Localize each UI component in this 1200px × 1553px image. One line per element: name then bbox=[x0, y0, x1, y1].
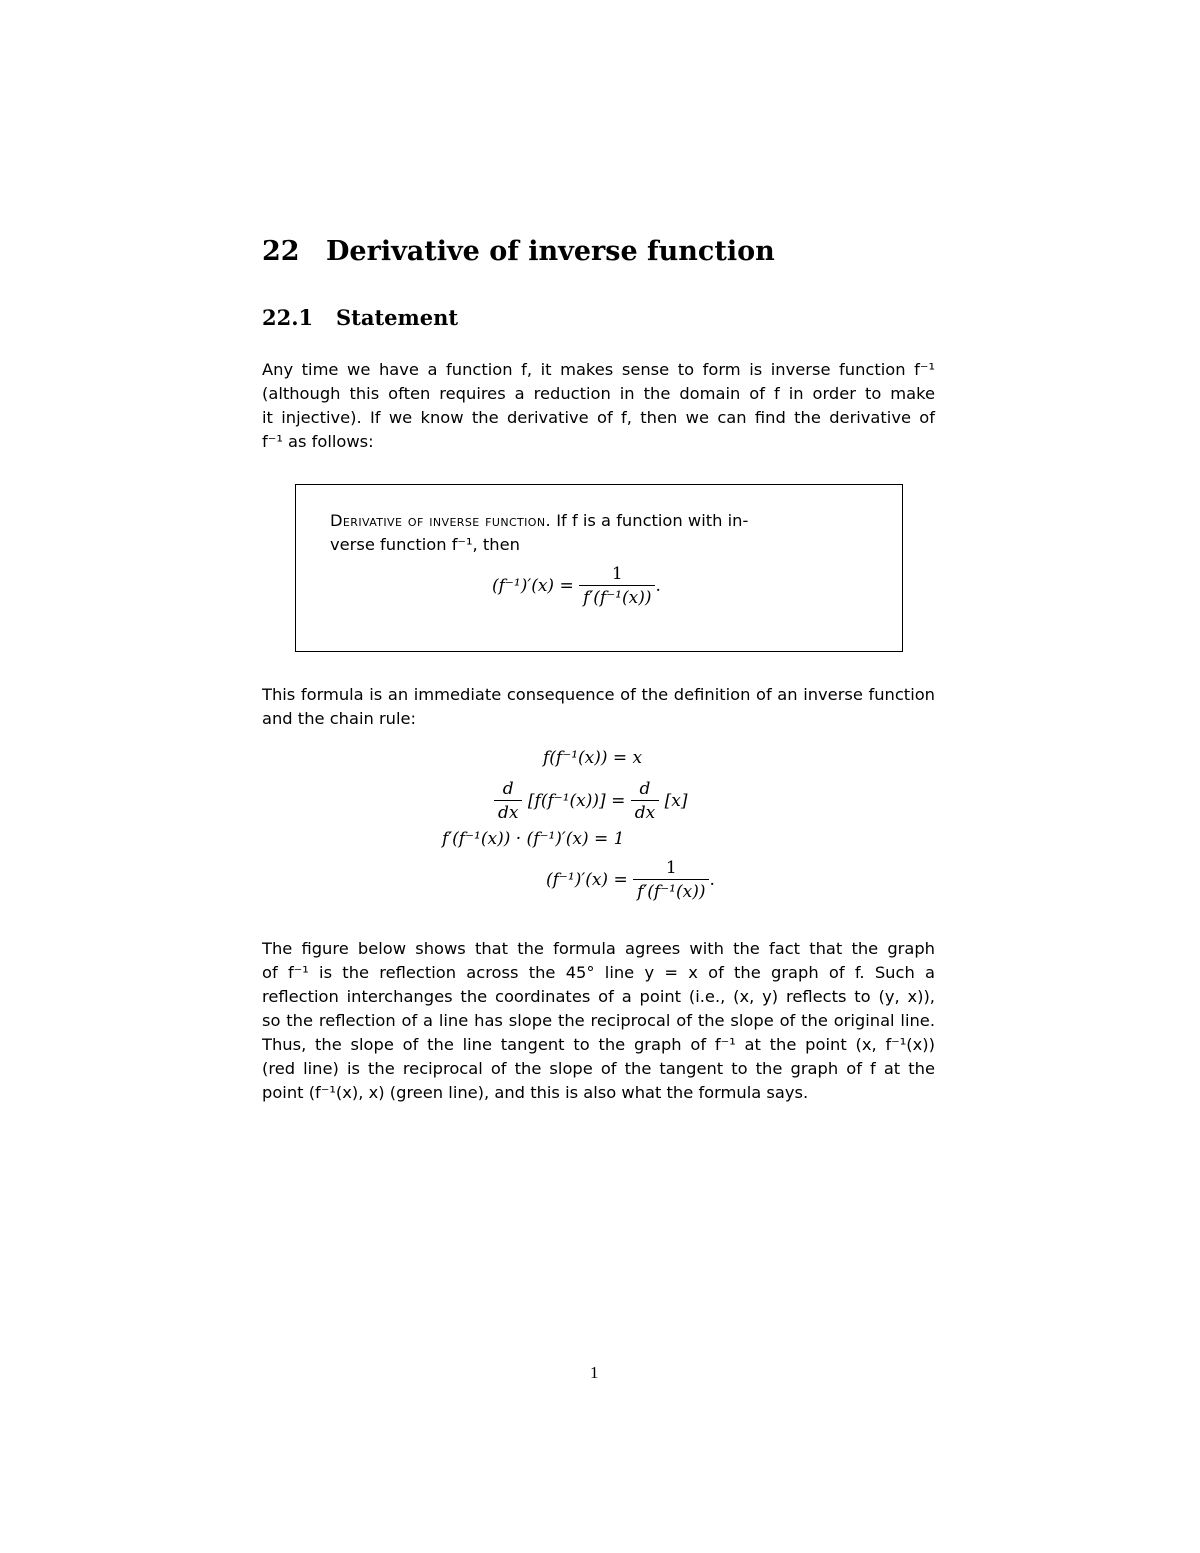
subsection-heading bbox=[262, 305, 458, 330]
row4-denominator: f′(f⁻¹(x)) bbox=[637, 882, 706, 902]
figure-line: (red line) is the reciprocal of the slope of the tangent to the graph of f at the bbox=[262, 1059, 935, 1078]
row4-period: . bbox=[709, 870, 715, 890]
figure-line: of f⁻¹ is the reflection across the 45° line y = x of the graph of f. Such a bbox=[262, 963, 935, 982]
section-title: Derivative of inverse function bbox=[326, 236, 775, 267]
figure-paragraph bbox=[262, 937, 935, 1105]
theorem-name: Derivative of inverse function. bbox=[330, 511, 552, 530]
formula-lhs: (f⁻¹)′(x) = bbox=[492, 576, 574, 596]
consequence-paragraph bbox=[262, 683, 935, 731]
derivation-row-1: f(f⁻¹(x)) = x bbox=[543, 748, 643, 768]
row4-lhs: (f⁻¹)′(x) = bbox=[546, 870, 628, 890]
equals-sign: = bbox=[611, 791, 626, 811]
derivation-row-4 bbox=[546, 857, 715, 904]
theorem-line-2: verse function f⁻¹, then bbox=[330, 535, 520, 554]
figure-line: point (f⁻¹(x), x) (green line), and this is also what the formula says. bbox=[262, 1083, 809, 1102]
d-dx-left: $\frac{d}{dx}$ bbox=[494, 778, 522, 825]
subsection-title: Statement bbox=[336, 305, 459, 330]
intro-line: (although this often requires a reduction in the domain of f in order to make bbox=[262, 384, 935, 403]
consequence-line: This formula is an immediate consequence of the definition of an inverse function bbox=[262, 685, 935, 704]
section-heading bbox=[262, 236, 775, 267]
row4-numerator: 1 bbox=[633, 857, 709, 880]
figure-line: Thus, the slope of the line tangent to the graph of f⁻¹ at the point (x, f⁻¹(x)) bbox=[262, 1035, 935, 1054]
figure-line: reflection interchanges the coordinates of a point (i.e., (x, y) reflects to (y, x)), bbox=[262, 987, 935, 1006]
theorem-line-1 bbox=[330, 511, 748, 530]
theorem-formula bbox=[492, 563, 661, 610]
section-number: 22 bbox=[262, 236, 300, 267]
intro-line: it injective). If we know the derivative of f, then we can find the derivative of bbox=[262, 408, 935, 427]
intro-line: Any time we have a function f, it makes sense to form is inverse function f⁻¹ bbox=[262, 360, 935, 379]
formula-denominator: f′(f⁻¹(x)) bbox=[583, 588, 652, 608]
subsection-number: 22.1 bbox=[262, 305, 314, 330]
derivation-row-2 bbox=[494, 778, 687, 825]
formula-period: . bbox=[655, 576, 661, 596]
formula-numerator: 1 bbox=[579, 563, 655, 586]
consequence-line: and the chain rule: bbox=[262, 709, 417, 728]
theorem-box bbox=[295, 484, 903, 652]
intro-line: f⁻¹ as follows: bbox=[262, 432, 374, 451]
figure-line: The figure below shows that the formula agrees with the fact that the graph bbox=[262, 939, 935, 958]
intro-paragraph bbox=[262, 358, 935, 454]
derivation-row-3: f′(f⁻¹(x)) · (f⁻¹)′(x) = 1 bbox=[442, 829, 625, 849]
formula-fraction bbox=[579, 563, 655, 610]
row4-fraction bbox=[633, 857, 709, 904]
bracket-x: [x] bbox=[664, 791, 688, 811]
bracket-expression: [f(f⁻¹(x))] bbox=[527, 791, 606, 811]
figure-line: so the reflection of a line has slope the reciprocal of the slope of the original line. bbox=[262, 1011, 935, 1030]
d-dx-right: $\frac{d}{dx}$ bbox=[631, 778, 659, 825]
page-number: 1 bbox=[590, 1363, 599, 1382]
theorem-text-1: If f is a function with in- bbox=[556, 511, 749, 530]
